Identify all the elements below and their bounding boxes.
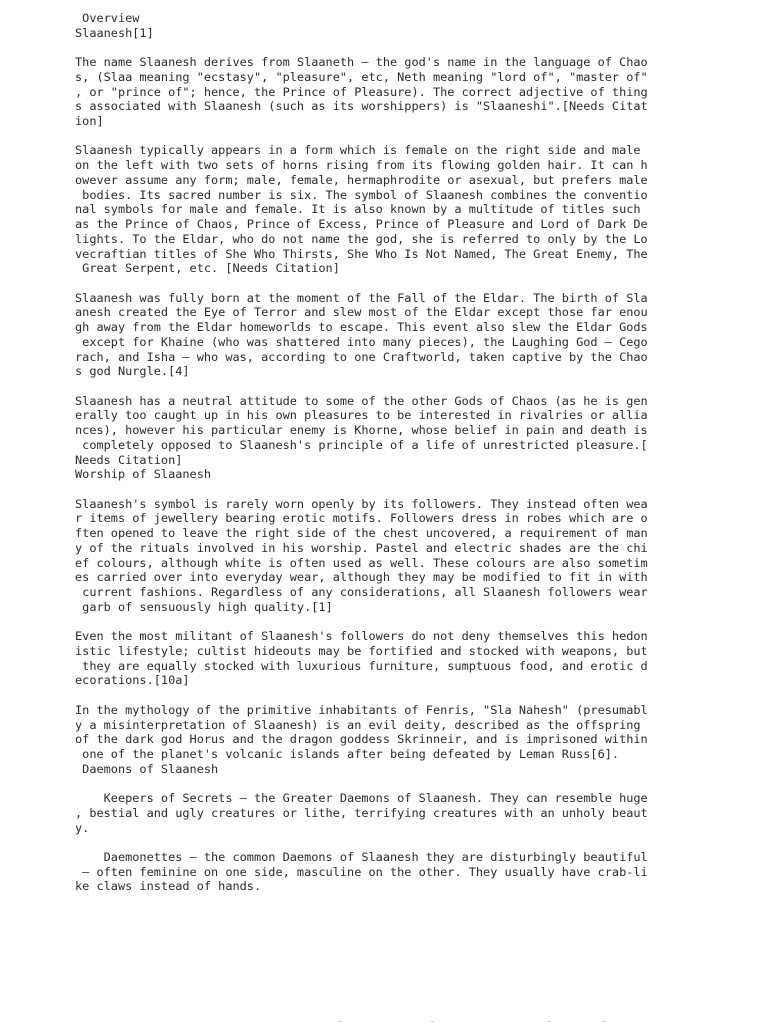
paragraph-gap [75, 379, 675, 394]
dot-mark [603, 1021, 606, 1022]
text-line: s god Nurgle.[4] [75, 364, 190, 379]
paragraph-gap [75, 614, 675, 629]
text-line: current fashions. Regardless of any considerations, all Slaanesh followers wear [75, 585, 648, 600]
text-line: garb of sensuously high quality.[1] [75, 599, 333, 614]
text-line: es carried over into everyday wear, although they may be modified to fit in with [75, 570, 648, 585]
text-line: istic lifestyle; cultist hideouts may be fortified and stocked with weapons, but [75, 643, 648, 658]
dot-mark [338, 1021, 341, 1022]
text-line: s, (Slaa meaning "ecstasy", "pleasure", etc, Neth meaning "lord of", "master of" [75, 69, 648, 84]
text-line: Even the most militant of Slaanesh's followers do not deny themselves this hedon [75, 629, 648, 644]
paragraph [75, 791, 675, 835]
paragraph-gap [75, 482, 675, 497]
text-line: bodies. Its sacred number is six. The symbol of Slaanesh combines the conventio [75, 187, 648, 202]
text-line: y a misinterpretation of Slaanesh) is an evil deity, described as the offspring [75, 717, 641, 732]
text-line: of the dark god Horus and the dragon goddess Skrinneir, and is imprisoned within [75, 732, 648, 747]
text-line: Slaanesh's symbol is rarely worn openly by its followers. They instead often wea [75, 496, 648, 511]
text-line: , or "prince of"; hence, the Prince of Pleasure). The correct adjective of thing [75, 84, 648, 99]
text-line: Slaanesh[1] [75, 25, 154, 40]
dot-mark [431, 1021, 434, 1022]
document-page [75, 11, 675, 894]
text-line: vecraftian titles of She Who Thirsts, She Who Is Not Named, The Great Enemy, The [75, 246, 648, 261]
paragraph [75, 394, 675, 482]
text-line: ecorations.[10a] [75, 673, 190, 688]
text-line: Slaanesh has a neutral attitude to some of the other Gods of Chaos (as he is gen [75, 393, 648, 408]
paragraph [75, 850, 675, 894]
text-line: Daemonettes – the common Daemons of Slaanesh they are disturbingly beautiful [75, 849, 648, 864]
paragraph-gap [75, 776, 675, 791]
page-bottom-artifacts [0, 1016, 768, 1024]
text-line: they are equally stocked with luxurious furniture, sumptuous food, and erotic d [75, 658, 648, 673]
paragraph [75, 703, 675, 777]
text-line: Overview [75, 11, 140, 25]
text-line: ef colours, although white is often used as well. These colours are also sometim [75, 555, 648, 570]
text-line: r items of jewellery bearing erotic motifs. Followers dress in robes which are o [75, 511, 648, 526]
text-line: gh away from the Eldar homeworlds to escape. This event also slew the Eldar Gods [75, 320, 648, 335]
text-line: In the mythology of the primitive inhabitants of Fenris, "Sla Nahesh" (presumabl [75, 702, 648, 717]
paragraph-gap [75, 688, 675, 703]
text-line: Slaanesh typically appears in a form which is female on the right side and male [75, 143, 641, 158]
text-line: completely opposed to Slaanesh's principle of a life of unrestricted pleasure.[ [75, 437, 648, 452]
text-line: ften opened to leave the right side of the chest uncovered, a requirement of man [75, 526, 648, 541]
dot-mark [548, 1021, 551, 1022]
paragraph [75, 143, 675, 275]
paragraph [75, 497, 675, 615]
paragraph [75, 629, 675, 688]
text-line: nal symbols for male and female. It is also known by a multitude of titles such [75, 202, 641, 217]
text-line: anesh created the Eye of Terror and slew most of the Eldar except those far enou [75, 305, 648, 320]
text-line: erally too caught up in his own pleasures to be interested in rivalries or allia [75, 408, 648, 423]
text-line: Needs Citation] [75, 452, 183, 467]
text-line: Worship of Slaanesh [75, 467, 212, 482]
text-line: s associated with Slaanesh (such as its worshippers) is "Slaaneshi".[Needs Citat [75, 99, 648, 114]
text-line: ke claws instead of hands. [75, 879, 262, 894]
text-line: The name Slaanesh derives from Slaaneth – the god's name in the language of Chao [75, 55, 648, 70]
text-line: one of the planet's volcanic islands after being defeated by Leman Russ[6]. [75, 746, 620, 761]
text-line: Great Serpent, etc. [Needs Citation] [75, 261, 340, 276]
paragraph [75, 291, 675, 379]
document-heading [75, 11, 675, 40]
paragraph-gap [75, 40, 675, 55]
paragraph-gap [75, 276, 675, 291]
text-line: as the Prince of Chaos, Prince of Excess, Prince of Pleasure and Lord of Dark De [75, 217, 648, 232]
text-line: owever assume any form; male, female, hermaphrodite or asexual, but prefers male [75, 172, 648, 187]
text-line: y of the rituals involved in his worship. Pastel and electric shades are the chi [75, 540, 648, 555]
text-line: except for Khaine (who was shattered into many pieces), the Laughing God – Cego [75, 334, 648, 349]
paragraph [75, 55, 675, 129]
paragraph-gap [75, 129, 675, 144]
text-line: y. [75, 820, 90, 835]
text-line: ion] [75, 114, 104, 129]
text-line: on the left with two sets of horns rising from its flowing golden hair. It can h [75, 158, 648, 173]
text-line: – often feminine on one side, masculine on the other. They usually have crab-li [75, 864, 648, 879]
text-line: Daemons of Slaanesh [75, 761, 219, 776]
paragraph-gap [75, 835, 675, 850]
text-line: nces), however his particular enemy is Khorne, whose belief in pain and death is [75, 423, 648, 438]
text-line: Keepers of Secrets – the Greater Daemons of Slaanesh. They can resemble huge [75, 791, 648, 806]
text-line: rach, and Isha – who was, according to one Craftworld, taken captive by the Chao [75, 349, 648, 364]
text-line: , bestial and ugly creatures or lithe, terrifying creatures with an unholy beaut [75, 805, 648, 820]
text-line: Slaanesh was fully born at the moment of the Fall of the Eldar. The birth of Sla [75, 290, 648, 305]
text-line: lights. To the Eldar, who do not name the god, she is referred to only by the Lo [75, 231, 648, 246]
